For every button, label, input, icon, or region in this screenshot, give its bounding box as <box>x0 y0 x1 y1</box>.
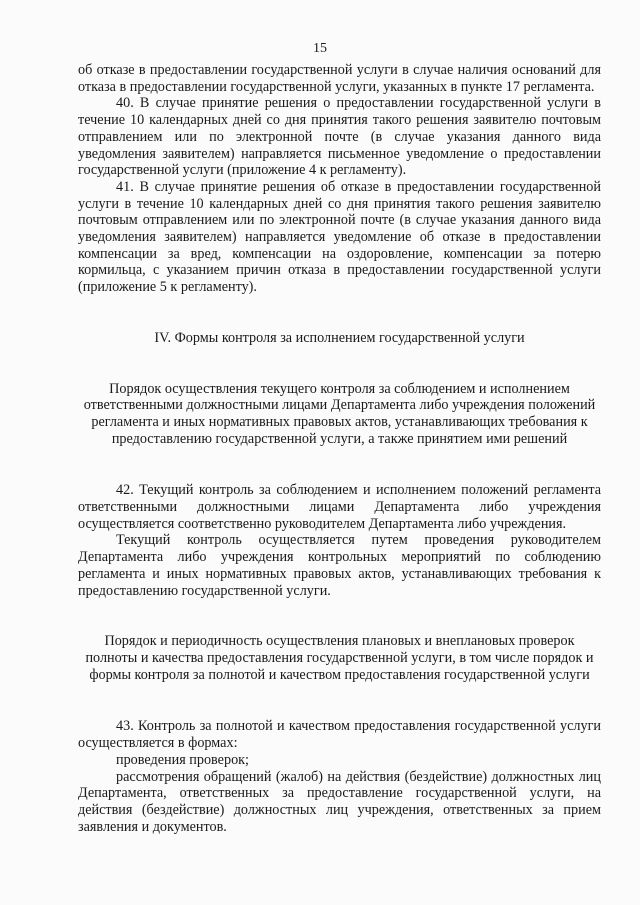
subheading-inspections: Порядок и периодичность осуществления плановых и внеплановых проверок полноты и качества предоставления государственной услуги, в том числе порядок и формы контроля за полнотой и качеством предоставления государственной услуги <box>85 633 594 683</box>
paragraph-40: 40. В случае принятие решения о предоставлении государственной услуги в течение 10 календарных дней со дня принятия такого решения заявителю почтовым отправлением или по электронной почте (в случае указания данного вида уведомления заявителем) направляется письменное уведомление о предоставлении государственной услуги (приложение 4 к регламенту). <box>78 95 601 179</box>
subheading-current-control: Порядок осуществления текущего контроля за соблюдением и исполнением ответственными должностными лицами Департамента либо учреждения положений регламента и иных нормативных правовых актов, устанавливающих требования к предоставлению государственной услуги, а также принятием ими решений <box>83 380 596 447</box>
page-number: 15 <box>313 41 327 56</box>
list-item-complaints: рассмотрения обращений (жалоб) на действия (бездействие) должностных лиц Департамента, ответственных за предоставление государственной услуги, на действия (бездействие) должностных лиц учреждения, ответственных за прием заявления и документов. <box>78 768 601 835</box>
paragraph-42-continued: Текущий контроль осуществляется путем проведения руководителем Департамента либо учреждения контрольных мероприятий по соблюдению регламента и иных нормативных правовых актов, устанавливающих требования к предоставлению государственной услуги. <box>78 532 601 599</box>
document-body <box>78 62 601 835</box>
list-item-inspections: проведения проверок; <box>116 751 249 768</box>
paragraph-41: 41. В случае принятие решения об отказе в предоставлении государственной услуги в течение 10 календарных дней со дня принятия такого решения заявителю почтовым отправлением или по электронной почте (в случае указания данного вида уведомления заявителем) направляется уведомление об отказе в предоставлении компенсации за вред, компенсации на оздоровление, компенсации за потерю кормильца, с указанием причин отказа в предоставлении государственной услуги (приложение 5 к регламенту). <box>78 178 601 296</box>
section-heading-iv: IV. Формы контроля за исполнением государственной услуги <box>154 329 525 346</box>
paragraph-42: 42. Текущий контроль за соблюдением и исполнением положений регламента ответственными должностными лицами Департамента либо учреждения осуществляется соответственно руководителем Департамента либо учреждения. <box>78 482 601 532</box>
paragraph-43: 43. Контроль за полнотой и качеством предоставления государственной услуги осуществляется в формах: <box>78 718 601 752</box>
paragraph-refusal-grounds: об отказе в предоставлении государственной услуги в случае наличия оснований для отказа в предоставлении государственной услуги, указанных в пункте 17 регламента. <box>78 62 601 95</box>
